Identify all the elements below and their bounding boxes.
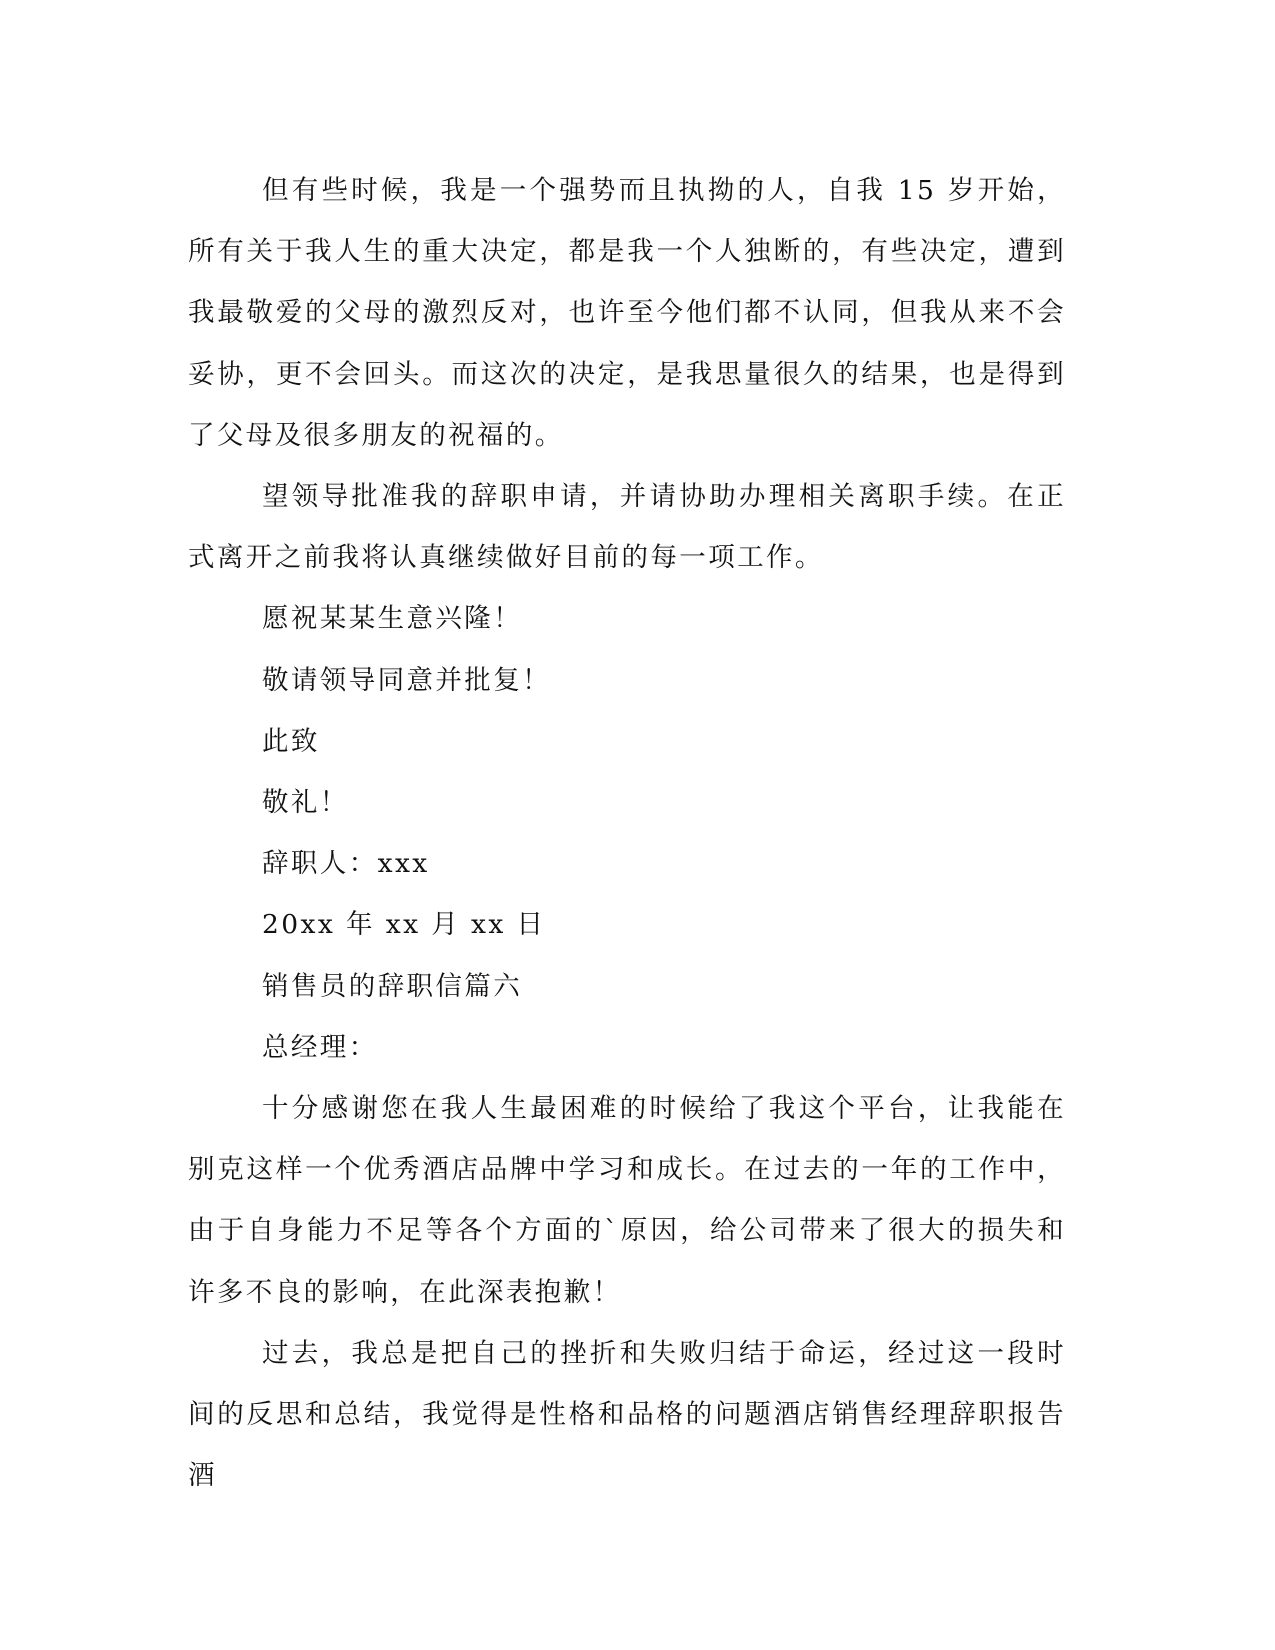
closing-regards: 敬礼！ [262,787,349,819]
signature-line: 辞职人：xxx [262,848,430,880]
section-heading: 销售员的辞职信篇六 [262,970,523,1002]
paragraph-resignation-request: 望领导批准我的辞职申请，并请协助办理相关离职手续。在正式离开之前我将认真继续做好目前的每一项工作。 [188,481,1066,574]
paragraph-gratitude: 十分感谢您在我人生最困难的时候给了我这个平台，让我能在别克这样一个优秀酒店品牌中学习和成长。在过去的一年的工作中，由于自身能力不足等各个方面的`原因，给公司带来了很大的损失和许多不良的影响，在此深表抱歉！ [188,1093,1066,1308]
paragraph-decision: 但有些时候，我是一个强势而且执拗的人，自我 15 岁开始，所有关于我人生的重大决定，都是我一个人独断的，有些决定，遭到我最敬爱的父母的激烈反对，也许至今他们都不认同，但我从来不会妥协，更不会回头。而这次的决定，是我思量很久的结果，也是得到了父母及很多朋友的祝福的。 [188,175,1066,451]
document-body [188,160,1066,1506]
paragraph-well-wishes: 愿祝某某生意兴隆！ [262,603,523,635]
recipient-greeting: 总经理： [262,1031,378,1063]
paragraph-reflection: 过去，我总是把自己的挫折和失败归结于命运，经过这一段时间的反思和总结，我觉得是性格和品格的问题酒店销售经理辞职报告酒 [188,1337,1066,1492]
paragraph-approval-request: 敬请领导同意并批复！ [262,664,551,696]
date-line: 20xx 年 xx 月 xx 日 [262,909,546,941]
closing-salutation: 此致 [262,725,320,757]
